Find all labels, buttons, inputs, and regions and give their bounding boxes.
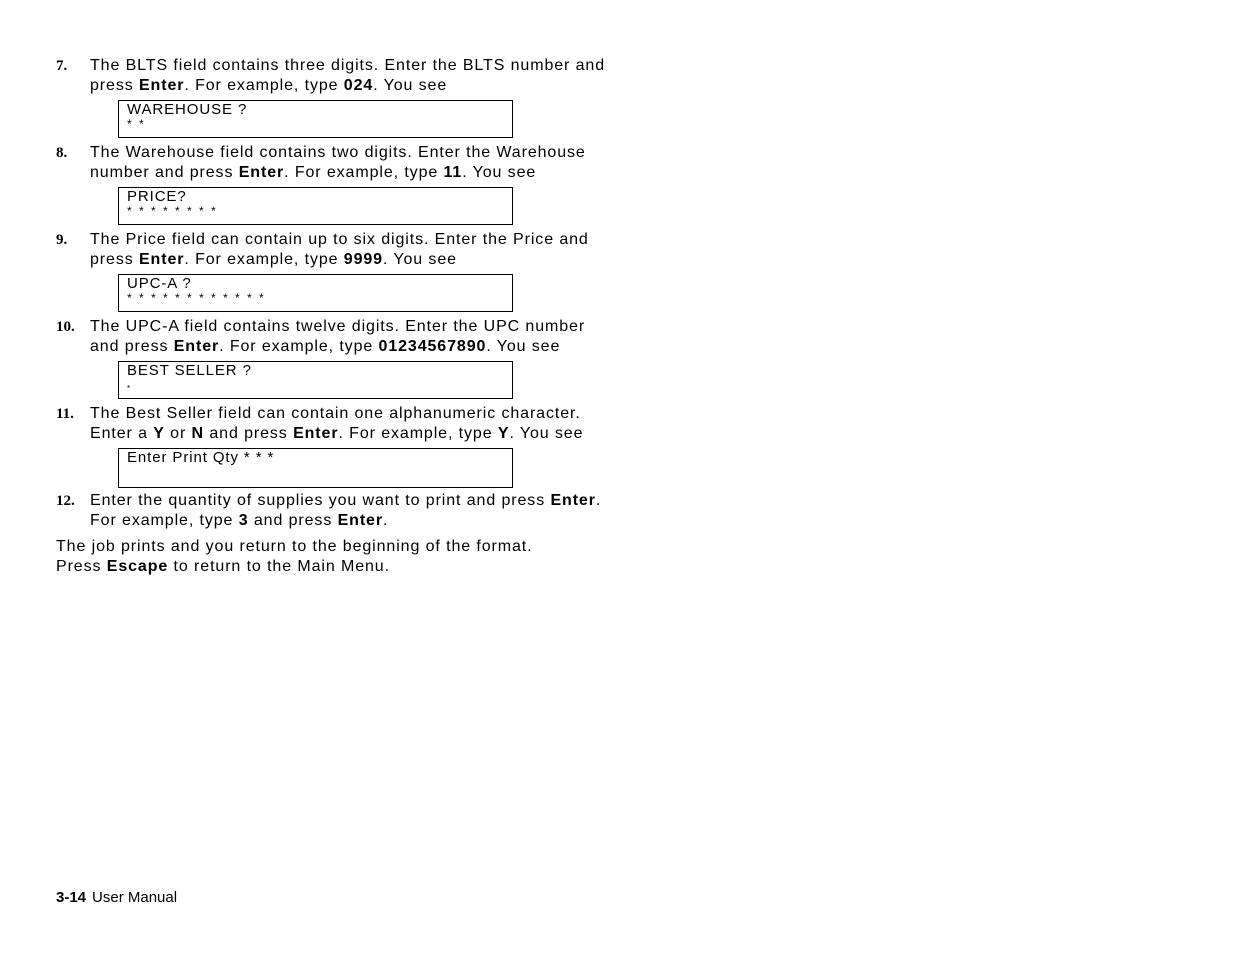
- display-prompt: Enter Print Qty * * *: [127, 449, 275, 466]
- step-number: 12.: [56, 493, 75, 509]
- step-number: 11.: [56, 406, 74, 422]
- display-prompt: WAREHOUSE ?: [127, 101, 248, 118]
- key-name: Enter: [337, 512, 383, 529]
- step-text-line-1: The BLTS field contains three digits. Enter the BLTS number and: [90, 57, 606, 74]
- step-12: [56, 491, 696, 531]
- key-name: Enter: [293, 425, 339, 442]
- display-entry-mask: * * * * * * * * * * * *: [127, 291, 266, 305]
- step-7: [56, 56, 696, 96]
- printer-display-best-seller: [118, 361, 513, 399]
- key-name: Enter: [138, 77, 185, 94]
- key-name: Enter: [173, 338, 220, 355]
- step-8: [56, 143, 696, 183]
- step-text-line-1: Enter the quantity of supplies you want to print and press Enter.: [90, 492, 602, 509]
- step-number: 8.: [56, 145, 68, 161]
- printer-display-print-qty: [118, 448, 513, 488]
- example-value: 024: [343, 77, 374, 94]
- step-9: [56, 230, 696, 270]
- step-number: 10.: [56, 319, 75, 335]
- step-number: 7.: [56, 58, 68, 74]
- page-number: 3-14: [56, 889, 87, 906]
- printer-display-price: [118, 187, 513, 225]
- step-11: [56, 404, 696, 444]
- example-value: 3: [238, 512, 249, 529]
- step-text-line-1: The Price field can contain up to six digits. Enter the Price and: [90, 231, 589, 248]
- closing-line-1: The job prints and you return to the beginning of the format.: [56, 538, 533, 555]
- display-prompt: UPC-A ?: [127, 275, 192, 292]
- step-text-line-1: The Warehouse field contains two digits. Enter the Warehouse: [90, 144, 586, 161]
- step-10: [56, 317, 696, 357]
- step-text-line-2: and press Enter. For example, type 01234567890. You see: [90, 338, 561, 355]
- page-footer: [56, 889, 177, 907]
- example-value: Y: [497, 425, 510, 442]
- key-name: Enter: [138, 251, 185, 268]
- closing-line-2: Press Escape to return to the Main Menu.: [56, 558, 390, 575]
- display-prompt: PRICE?: [127, 188, 187, 205]
- display-entry-mask: *: [127, 384, 133, 393]
- display-entry-mask: * *: [127, 117, 146, 131]
- manual-title: User Manual: [92, 889, 178, 906]
- step-text-line-2: number and press Enter. For example, type 11. You see: [90, 164, 537, 181]
- step-text-line-1: The Best Seller field can contain one alphanumeric character.: [90, 405, 581, 422]
- display-entry-mask: * * * * * * * *: [127, 204, 218, 218]
- step-text-line-2: press Enter. For example, type 024. You see: [90, 77, 448, 94]
- display-prompt: BEST SELLER ?: [127, 362, 252, 379]
- key-name: Enter: [238, 164, 285, 181]
- option-yes: Y: [153, 425, 165, 442]
- step-text-line-2: press Enter. For example, type 9999. You see: [90, 251, 457, 268]
- step-number: 9.: [56, 232, 68, 248]
- key-name: Escape: [106, 558, 169, 575]
- example-value: 01234567890: [378, 338, 487, 355]
- step-text-line-1: The UPC-A field contains twelve digits. Enter the UPC number: [90, 318, 586, 335]
- printer-display-upc-a: [118, 274, 513, 312]
- step-text-line-2: Enter a Y or N and press Enter. For example, type Y. You see: [90, 425, 584, 442]
- closing-paragraph: [56, 537, 533, 577]
- printer-display-warehouse: [118, 100, 513, 138]
- option-no: N: [191, 425, 204, 442]
- key-name: Enter: [550, 492, 596, 509]
- example-value: 11: [443, 164, 463, 181]
- example-value: 9999: [343, 251, 383, 268]
- step-text-line-2: For example, type 3 and press Enter.: [90, 512, 389, 529]
